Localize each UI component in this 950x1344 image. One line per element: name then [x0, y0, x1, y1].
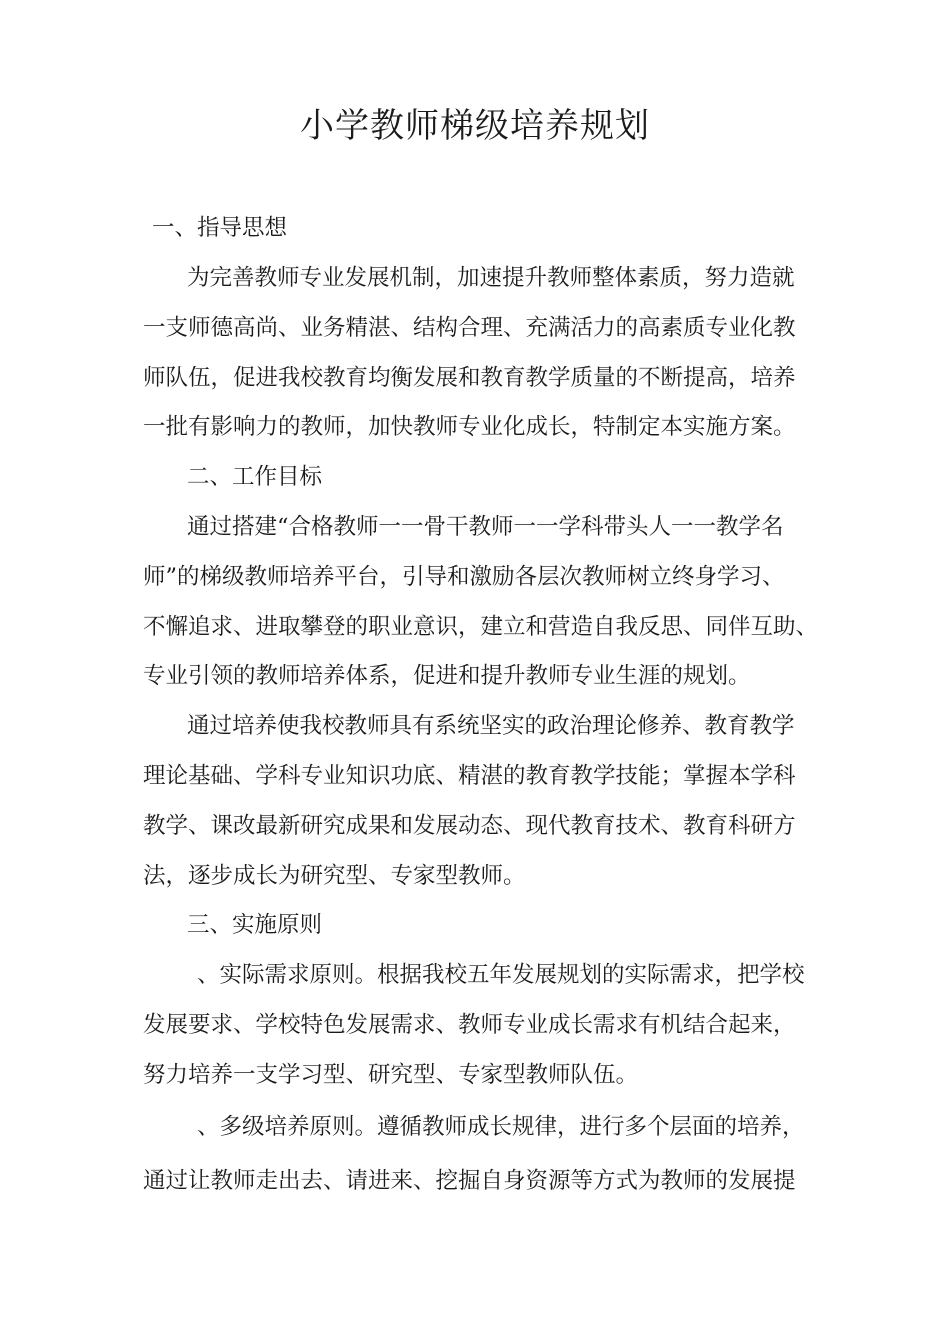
heading-implementation-principles: 三、实施原则	[187, 912, 323, 938]
paragraph-line: 不懈追求、进取攀登的职业意识，建立和营造自我反思、同伴互助、	[143, 614, 819, 640]
paragraph-line: 专业引领的教师培养体系，促进和提升教师专业生涯的规划。	[143, 663, 751, 689]
paragraph-line: 通过培养使我校教师具有系统坚实的政治理论修养、教育教学	[187, 713, 795, 739]
document-title: 小学教师梯级培养规划	[300, 106, 650, 146]
paragraph-line: 师队伍，促进我校教育均衡发展和教育教学质量的不断提高，培养	[143, 365, 796, 391]
paragraph-line: 师”的梯级教师培养平台，引导和激励各层次教师树立终身学习、	[143, 564, 785, 590]
paragraph-line: 为完善教师专业发展机制，加速提升教师整体素质，努力造就	[187, 265, 795, 291]
paragraph-line: 通过让教师走出去、请进来、挖掘自身资源等方式为教师的发展提	[143, 1168, 796, 1194]
paragraph-line: 理论基础、学科专业知识功底、精湛的教育教学技能；掌握本学科	[143, 763, 796, 789]
paragraph-line: 教学、课改最新研究成果和发展动态、现代教育技术、教育科研方	[143, 813, 796, 839]
paragraph-line: 、多级培养原则。遵循教师成长规律，进行多个层面的培养，	[197, 1114, 805, 1140]
paragraph-line: 一批有影响力的教师，加快教师专业化成长，特制定本实施方案。	[143, 414, 796, 440]
paragraph-line: 、实际需求原则。根据我校五年发展规划的实际需求，把学校	[197, 962, 805, 988]
paragraph-line: 一支师德高尚、业务精湛、结构合理、充满活力的高素质专业化教	[143, 315, 796, 341]
heading-guiding-ideology: 一、指导思想	[152, 215, 288, 241]
heading-work-goals: 二、工作目标	[187, 464, 323, 490]
paragraph-line: 努力培养一支学习型、研究型、专家型教师队伍。	[143, 1062, 639, 1088]
paragraph-line: 发展要求、学校特色发展需求、教师专业成长需求有机结合起来，	[143, 1012, 796, 1038]
paragraph-line: 通过搭建“合格教师一一骨干教师一一学科带头人一一教学名	[187, 514, 784, 540]
paragraph-line: 法，逐步成长为研究型、专家型教师。	[143, 863, 526, 889]
